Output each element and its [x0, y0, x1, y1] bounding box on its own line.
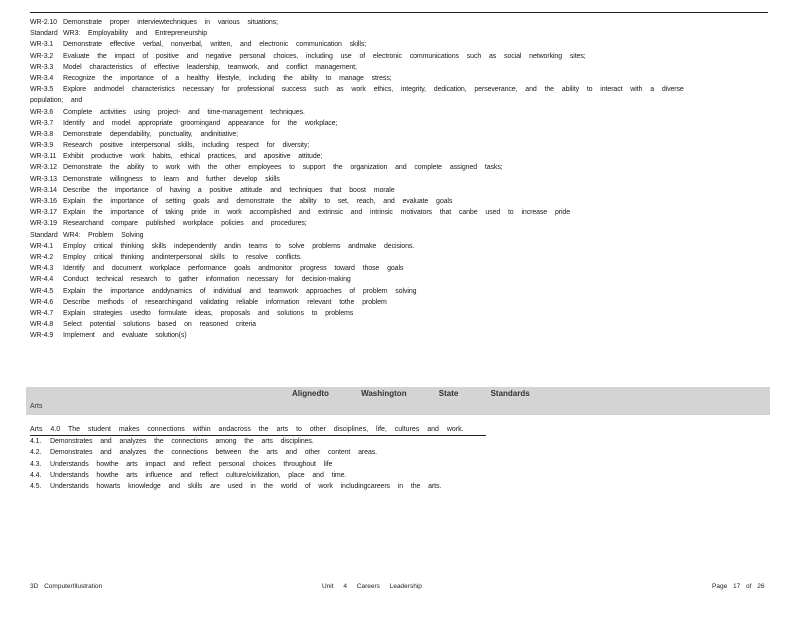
standard-line	[30, 185, 770, 196]
standard-text: Research positive interpersonal skills, including respect for diversity;	[63, 142, 310, 150]
standard-line	[30, 62, 770, 73]
standard-code: WR-3.14	[30, 186, 57, 194]
standard-text: Describe the importance of having a positive attitude and techniques that boost morale	[63, 186, 395, 194]
standard-line	[30, 274, 770, 285]
standard-text: Exhibit productive work habits, ethical practices, and apositive attitude;	[63, 153, 323, 161]
arts-heading: Arts 4.0 The student makes connections within andacross the arts to other disciplines, life, cultures and work.	[30, 424, 486, 436]
standard-text: Demonstrates and analyzes the connections between the arts and other content areas.	[50, 449, 377, 457]
standard-line	[30, 297, 770, 308]
standard-text: Identify and model appropriate groomingand appearance for the workplace;	[63, 119, 338, 127]
standard-text: WR4: Problem Solving	[63, 231, 144, 239]
standard-code: 4.1.	[30, 438, 42, 446]
standard-code: WR-3.7	[30, 119, 54, 127]
standard-code: WR-3.3	[30, 63, 54, 71]
standard-line	[30, 436, 770, 447]
standard-text: Recognize the importance of a healthy lifestyle, including the ability to manage stress;	[63, 74, 392, 82]
standard-line	[30, 252, 770, 263]
footer-course: 3D ComputerIllustration	[30, 583, 103, 590]
standard-line	[30, 286, 770, 297]
standard-line	[30, 459, 770, 470]
standard-code: WR-4.6	[30, 298, 54, 306]
standard-code: Standard	[30, 30, 58, 38]
standard-line	[30, 319, 770, 330]
standard-line	[30, 308, 770, 319]
standard-code: WR-3.11	[30, 153, 57, 161]
standard-line	[30, 207, 770, 218]
standard-text: Employ critical thinking andinterpersonal skills to resolve conflicts.	[63, 253, 302, 261]
standard-text: Identify and document workplace performance goals andmonitor progress toward those goals	[63, 265, 404, 273]
alignment-banner	[26, 387, 770, 415]
standard-text: Implement and evaluate solution(s)	[63, 332, 187, 340]
standard-line	[30, 230, 770, 241]
standard-line	[30, 73, 770, 84]
standard-line	[30, 129, 770, 140]
standard-line	[30, 28, 770, 39]
banner-title: Alignedto Washington State Standards	[292, 389, 530, 398]
standard-line	[30, 84, 770, 95]
standard-code: population;	[30, 97, 64, 105]
standard-line	[30, 95, 770, 106]
standard-line	[30, 218, 770, 229]
standard-text: Understands howthe arts impact and reflect personal choices throughout life	[50, 460, 333, 468]
standard-text: Demonstrate proper interviewtechniques in various situations;	[63, 19, 278, 26]
standard-text: Demonstrate the ability to work with the other employees to support the organization and complete assigned tasks;	[63, 164, 503, 172]
standard-line	[30, 330, 770, 341]
standard-code: WR-3.4	[30, 74, 54, 82]
standard-text: Explain strategies usedto formulate ideas, proposals and solutions to problems	[63, 309, 354, 317]
standard-text: Explain the importance of setting goals and demonstrate the ability to set, reach, and evaluate goals	[63, 198, 453, 205]
standard-code: WR-4.4	[30, 276, 54, 284]
standard-line	[30, 241, 770, 252]
standard-code: WR-3.17	[30, 209, 57, 217]
standard-code: 4.3.	[30, 460, 42, 468]
standard-text: Employ critical thinking skills independently andin teams to solve problems andmake decisions.	[63, 242, 415, 250]
standard-line	[30, 118, 770, 129]
standard-line	[30, 481, 770, 492]
standard-code: WR-3.6	[30, 108, 54, 116]
standard-line	[30, 140, 770, 151]
standard-line	[30, 51, 770, 62]
standard-code: WR-4.3	[30, 265, 54, 273]
standard-line	[30, 196, 770, 207]
standard-code: WR-3.5	[30, 86, 54, 94]
standard-code: WR-3.8	[30, 130, 54, 138]
footer-page-number: Page 17 of 26	[712, 583, 765, 590]
standard-line	[30, 447, 770, 458]
standard-line	[30, 174, 770, 185]
standard-line	[30, 470, 770, 481]
standard-code: 4.2.	[30, 449, 42, 457]
standard-text: Complete activities using project- and time-management techniques.	[63, 108, 305, 116]
arts-items	[30, 436, 770, 492]
standard-text: Describe methods of researchingand validating reliable information relevant tothe problem	[63, 298, 387, 306]
standard-code: WR-4.1	[30, 242, 54, 250]
standard-text: Explore andmodel characteristics necessary for professional success such as work ethics, integrity, dedication, perseverance, and the ability to interact with a diverse	[63, 86, 684, 94]
standard-code: 4.5.	[30, 482, 42, 490]
standard-code: WR-3.2	[30, 52, 54, 60]
standard-line	[30, 39, 770, 50]
standard-text: Researchand compare published workplace policies and procedures;	[63, 220, 307, 228]
standard-code: WR-4.7	[30, 309, 54, 317]
standard-text: Demonstrate dependability, punctuality, andinitiative;	[63, 130, 238, 138]
standard-code: 4.4.	[30, 471, 42, 479]
standard-text: Explain the importance of taking pride in work accomplished and extrinsic and intrinsic motivators that canbe used to increase pride	[63, 209, 571, 217]
standard-text: WR3: Employability and Entrepreneurship	[63, 30, 208, 38]
standard-code: WR-3.9	[30, 142, 54, 150]
standard-line	[30, 162, 770, 173]
standard-text: and	[63, 97, 83, 105]
banner-section-label: Arts	[30, 403, 43, 410]
standard-text: Conduct technical research to gather information necessary for decision-making	[63, 276, 351, 284]
standard-line	[30, 151, 770, 162]
standard-code: WR-3.1	[30, 41, 54, 49]
arts-standards	[30, 418, 770, 492]
standard-code: WR-4.8	[30, 321, 54, 329]
standard-code: WR-4.5	[30, 287, 54, 295]
standard-line	[30, 17, 770, 28]
standard-text: Demonstrate effective verbal, nonverbal, written, and electronic communication skills;	[63, 41, 367, 49]
footer-unit: Unit 4 Careers Leadership	[322, 583, 422, 590]
standard-code: WR-4.9	[30, 332, 54, 340]
standard-line	[30, 107, 770, 118]
standard-text: Demonstrates and analyzes the connections among the arts disciplines.	[50, 438, 314, 446]
standard-code: WR-4.2	[30, 253, 54, 261]
standards-list	[30, 17, 770, 341]
top-rule	[30, 12, 768, 13]
standard-text: Model characteristics of effective leadership, teamwork, and conflict management;	[63, 63, 357, 71]
standard-text: Select potential solutions based on reasoned criteria	[63, 321, 256, 329]
standard-code: WR-3.12	[30, 164, 57, 172]
standard-line	[30, 263, 770, 274]
standard-text: Understands howthe arts influence and reflect culture/civilization, place and time.	[50, 471, 347, 479]
standard-text: Explain the importance anddynamics of individual and teamwork approaches of problem solving	[63, 287, 417, 295]
standard-code: WR-2.10	[30, 19, 57, 26]
standard-code: WR-3.13	[30, 175, 57, 183]
standard-code: Standard	[30, 231, 58, 239]
standard-code: WR-3.19	[30, 220, 57, 228]
standard-text: Evaluate the impact of positive and negative personal choices, including use of electronic communications such as social networking sites;	[63, 52, 586, 60]
standard-text: Understands howarts knowledge and skills are used in the world of work includingcareers in the arts.	[50, 482, 442, 490]
standard-code: WR-3.16	[30, 198, 57, 205]
standard-text: Demonstrate willingness to learn and further develop skills	[63, 175, 280, 183]
